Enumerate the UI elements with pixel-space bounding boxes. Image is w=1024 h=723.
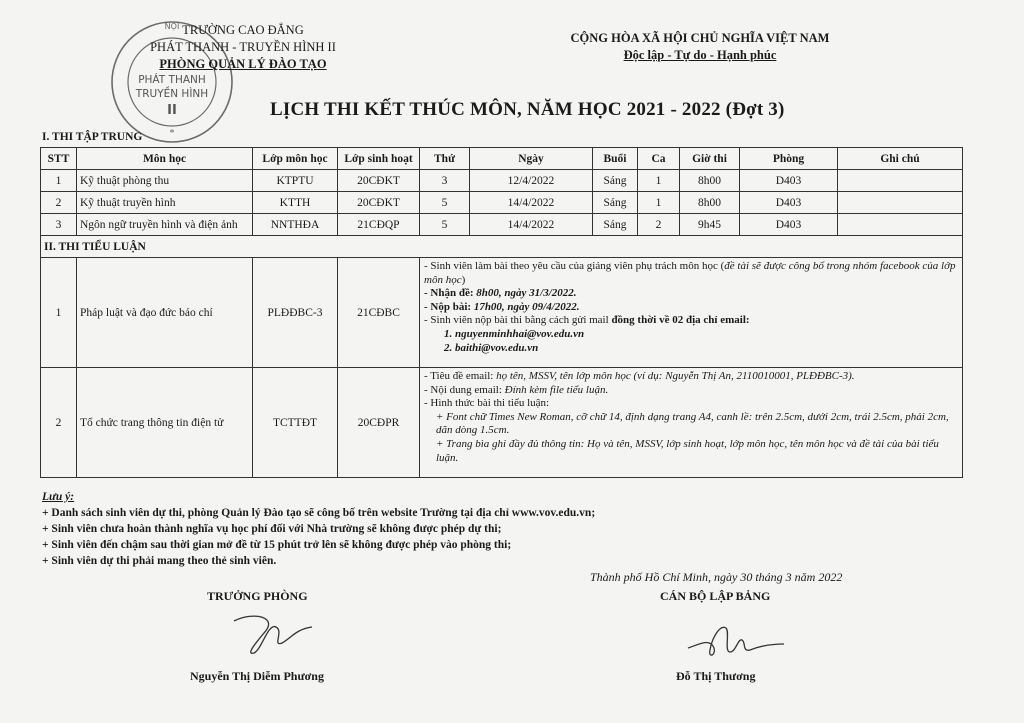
table-row <box>41 214 963 236</box>
cell-subject: Kỹ thuật truyền hình <box>77 192 253 214</box>
col-header-time: Giờ thi <box>680 148 740 170</box>
table-row <box>41 368 963 478</box>
cell-class: 21CĐBC <box>338 258 420 368</box>
national-header <box>540 30 860 64</box>
seal-line-1: PHÁT THANH <box>138 74 206 86</box>
cell-notes <box>838 192 963 214</box>
cell-subject: Pháp luật và đạo đức báo chí <box>77 258 253 368</box>
cell-notes <box>838 170 963 192</box>
seal-line-3: II <box>167 103 177 118</box>
cell-date: 12/4/2022 <box>470 170 593 192</box>
cell-shift: 1 <box>638 170 680 192</box>
section-centralized-label: I. THI TẬP TRUNG <box>42 131 143 143</box>
section-essay-label: II. THI TIỂU LUẬN <box>41 236 963 258</box>
cell-stt: 2 <box>41 192 77 214</box>
cell-course: NNTHĐA <box>253 214 338 236</box>
national-motto: Độc lập - Tự do - Hạnh phúc <box>623 48 777 62</box>
preparer-title: CÁN BỘ LẬP BẢNG <box>660 589 771 603</box>
col-header-shift: Ca <box>638 148 680 170</box>
document-title: LỊCH THI KẾT THÚC MÔN, NĂM HỌC 2021 - 2022 (Đợt 3) <box>270 99 785 120</box>
col-header-subject: Môn học <box>77 148 253 170</box>
cell-course: KTTH <box>253 192 338 214</box>
head-of-department-title: TRƯỞNG PHÒNG <box>207 589 308 603</box>
cell-room: D403 <box>740 192 838 214</box>
school-header <box>118 22 368 73</box>
cell-class: 20CĐPR <box>338 368 420 478</box>
col-header-date: Ngày <box>470 148 593 170</box>
col-header-session: Buổi <box>593 148 638 170</box>
cell-stt: 3 <box>41 214 77 236</box>
note-item: + Danh sách sinh viên dự thi, phòng Quản lý Đào tạo sẽ công bố trên website Trường tại địa chỉ www.vov.edu.vn; <box>42 507 596 519</box>
col-header-course-class: Lớp môn học <box>253 148 338 170</box>
note-item: + Sinh viên dự thi phải mang theo thẻ sinh viên. <box>42 555 277 567</box>
cell-class: 21CĐQP <box>338 214 420 236</box>
table-row <box>41 258 963 368</box>
cell-date: 14/4/2022 <box>470 214 593 236</box>
cell-course: KTPTU <box>253 170 338 192</box>
cell-subject: Ngôn ngữ truyền hình và điện ảnh <box>77 214 253 236</box>
seal-top-text: NỘI <box>164 22 180 31</box>
cell-session: Sáng <box>593 214 638 236</box>
notes-block <box>42 489 595 569</box>
department-name: PHÒNG QUẢN LÝ ĐÀO TẠO <box>159 57 327 71</box>
cell-class: 20CĐKT <box>338 170 420 192</box>
cell-course: TCTTĐT <box>253 368 338 478</box>
table-row <box>41 170 963 192</box>
cell-weekday: 5 <box>420 214 470 236</box>
cell-weekday: 3 <box>420 170 470 192</box>
col-header-stt: STT <box>41 148 77 170</box>
cell-course: PLĐĐBC-3 <box>253 258 338 368</box>
preparer-name: Đỗ Thị Thương <box>676 669 756 683</box>
cell-time: 8h00 <box>680 170 740 192</box>
cell-shift: 2 <box>638 214 680 236</box>
cell-weekday: 5 <box>420 192 470 214</box>
cell-class: 20CĐKT <box>338 192 420 214</box>
essay-instructions-2: - Tiêu đề email: họ tên, MSSV, tên lớp môn học (ví dụ: Nguyễn Thị An, 2110010001, PLĐĐBC-3). - Nội dung email: Đính kèm file tiểu luận. - Hình thức bài thi tiểu luận: + Font chữ Times New Roman, cỡ chữ 14, định dạng trang A4, canh lề: trên 2.5cm, dưới 2cm, trái 2.5cm, phải 2cm, dãn dòng 1.5cm. + Trang bìa ghi đầy đủ thông tin: Họ và tên, MSSV, lớp sinh hoạt, lớp môn học, tên môn học và đề tài của bài tiểu luận. <box>420 368 963 478</box>
cell-session: Sáng <box>593 192 638 214</box>
cell-date: 14/4/2022 <box>470 192 593 214</box>
cell-room: D403 <box>740 214 838 236</box>
cell-subject: Kỹ thuật phòng thu <box>77 170 253 192</box>
signature-left <box>224 603 324 663</box>
cell-stt: 2 <box>41 368 77 478</box>
cell-stt: 1 <box>41 170 77 192</box>
head-of-department-name: Nguyễn Thị Diễm Phương <box>190 669 324 683</box>
col-header-notes: Ghi chú <box>838 148 963 170</box>
cell-notes <box>838 214 963 236</box>
signature-right <box>680 618 790 663</box>
cell-subject: Tổ chức trang thông tin điện tử <box>77 368 253 478</box>
school-name-line1: TRƯỜNG CAO ĐẲNG <box>182 23 304 37</box>
essay-instructions-1: - Sinh viên làm bài theo yêu cầu của giảng viên phụ trách môn học (đề tài sẽ được công bố trong nhóm facebook của lớp môn học) - Nhận đề: 8h00, ngày 31/3/2022. - Nộp bài: 17h00, ngày 09/4/2022. - Sinh viên nộp bài thi bằng cách gửi mail đồng thời về 02 địa chỉ email: 1. nguyenminhhai@vov.edu.vn 2. baithi@vov.edu.vn <box>420 258 963 368</box>
col-header-home-class: Lớp sinh hoạt <box>338 148 420 170</box>
email-address-1: 1. nguyenminhhai@vov.edu.vn <box>444 327 585 340</box>
svg-text:*: * <box>169 128 175 139</box>
seal-line-2: TRUYỀN HÌNH <box>135 88 209 100</box>
exam-schedule-table <box>40 147 963 478</box>
school-name-line2: PHÁT THANH - TRUYỀN HÌNH II <box>150 40 336 54</box>
cell-session: Sáng <box>593 170 638 192</box>
cell-room: D403 <box>740 170 838 192</box>
national-title: CỘNG HÒA XÃ HỘI CHỦ NGHĨA VIỆT NAM <box>570 31 830 45</box>
table-row <box>41 192 963 214</box>
cell-shift: 1 <box>638 192 680 214</box>
place-and-date: Thành phố Hồ Chí Minh, ngày 30 tháng 3 năm 2022 <box>590 570 843 584</box>
note-item: + Sinh viên chưa hoàn thành nghĩa vụ học phí đối với Nhà trường sẽ không được phép dự thi; <box>42 523 502 535</box>
notes-label: Lưu ý: <box>42 491 75 503</box>
col-header-room: Phòng <box>740 148 838 170</box>
cell-time: 9h45 <box>680 214 740 236</box>
cell-time: 8h00 <box>680 192 740 214</box>
cell-stt: 1 <box>41 258 77 368</box>
email-address-2: 2. baithi@vov.edu.vn <box>444 341 539 354</box>
col-header-weekday: Thứ <box>420 148 470 170</box>
note-item: + Sinh viên đến chậm sau thời gian mở đề từ 15 phút trở lên sẽ không được phép vào phòng thi; <box>42 539 512 551</box>
